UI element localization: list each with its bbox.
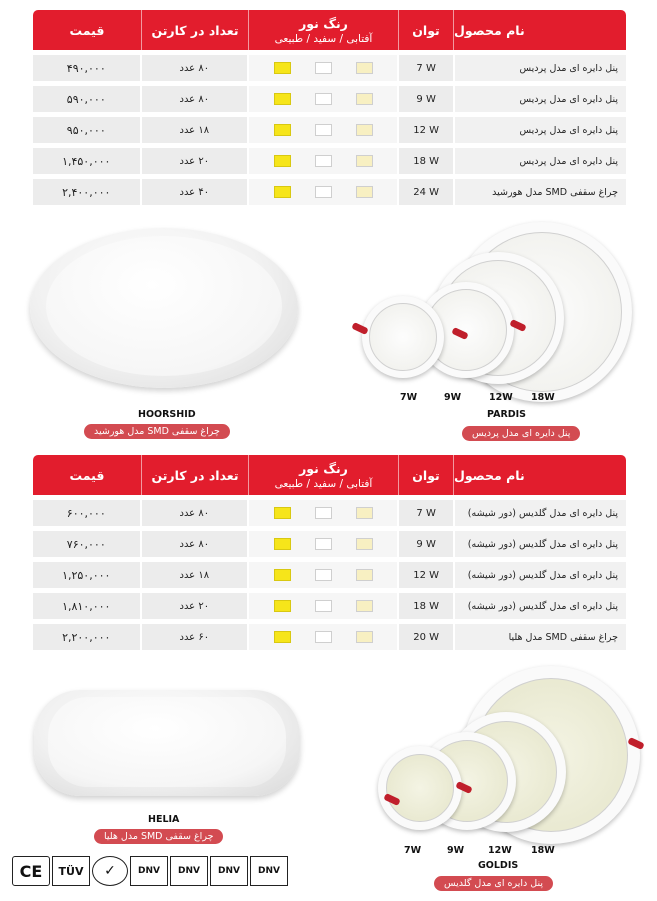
header-qty xyxy=(141,455,248,495)
white-color-swatch xyxy=(315,507,332,519)
color-swatches-cell xyxy=(249,148,397,174)
color-swatches-cell xyxy=(249,500,397,526)
product-name-cell: پنل دایره ای مدل گلدیس (دور شیشه) xyxy=(455,531,626,557)
warm-color-swatch xyxy=(356,600,373,612)
goldis-panel-7w xyxy=(378,746,462,830)
header-color xyxy=(248,455,398,495)
ce-mark-logo: CE xyxy=(12,856,50,886)
pardis-caption: پنل دایره ای مدل پردیس xyxy=(462,426,580,441)
qty-cell: ۴۰ عدد xyxy=(142,179,248,205)
price-cell: ۲,۲۰۰,۰۰۰ xyxy=(33,624,140,650)
helia-caption: چراغ سقفی SMD مدل هلیا xyxy=(94,829,223,844)
color-swatches-cell xyxy=(249,179,397,205)
pardis-watt-18: 18W xyxy=(531,392,555,403)
white-color-swatch xyxy=(315,124,332,136)
product-name-cell: پنل دایره ای مدل گلدیس (دور شیشه) xyxy=(455,562,626,588)
price-cell: ۱,۸۱۰,۰۰۰ xyxy=(33,593,140,619)
warm-color-swatch xyxy=(356,631,373,643)
price-cell: ۵۹۰,۰۰۰ xyxy=(33,86,140,112)
warm-color-swatch xyxy=(356,569,373,581)
qty-cell: ۱۸ عدد xyxy=(142,117,248,143)
product-name-cell: پنل دایره ای مدل گلدیس (دور شیشه) xyxy=(455,593,626,619)
warm-color-swatch xyxy=(356,62,373,74)
qty-cell: ۸۰ عدد xyxy=(142,86,248,112)
power-cell: 12 W xyxy=(399,562,453,588)
header-color-title: رنگ نور xyxy=(299,460,348,476)
pardis-watt-12: 12W xyxy=(489,392,513,403)
sun-color-swatch xyxy=(274,631,291,643)
table-row xyxy=(33,500,626,526)
sun-color-swatch xyxy=(274,507,291,519)
power-cell: 24 W xyxy=(399,179,453,205)
warm-color-swatch xyxy=(356,538,373,550)
header-name xyxy=(453,455,626,495)
hoorshid-label: HOORSHID xyxy=(138,409,196,420)
sun-color-swatch xyxy=(274,186,291,198)
hoorshid-caption: چراغ سقفی SMD مدل هورشید xyxy=(84,424,230,439)
header-power-text: توان xyxy=(412,22,440,38)
white-color-swatch xyxy=(315,631,332,643)
table-row xyxy=(33,117,626,143)
qty-cell: ۲۰ عدد xyxy=(142,593,248,619)
goldis-label: GOLDIS xyxy=(478,860,519,871)
warm-color-swatch xyxy=(356,155,373,167)
sun-color-swatch xyxy=(274,600,291,612)
table-body xyxy=(33,500,626,650)
goldis-caption: پنل دایره ای مدل گلدیس xyxy=(434,876,553,891)
header-power xyxy=(398,455,453,495)
power-cell: 18 W xyxy=(399,148,453,174)
table-header xyxy=(33,10,626,50)
table-row xyxy=(33,148,626,174)
white-color-swatch xyxy=(315,155,332,167)
price-table-goldis xyxy=(33,455,626,650)
product-name-cell: پنل دایره ای مدل پردیس xyxy=(455,148,626,174)
goldis-watt-7: 7W xyxy=(404,845,422,856)
white-color-swatch xyxy=(315,93,332,105)
sun-color-swatch xyxy=(274,569,291,581)
price-cell: ۲,۴۰۰,۰۰۰ xyxy=(33,179,140,205)
price-cell: ۱,۴۵۰,۰۰۰ xyxy=(33,148,140,174)
power-cell: 7 W xyxy=(399,55,453,81)
color-swatches-cell xyxy=(249,562,397,588)
qty-cell: ۱۸ عدد xyxy=(142,562,248,588)
sun-color-swatch xyxy=(274,538,291,550)
product-name-cell: پنل دایره ای مدل پردیس xyxy=(455,55,626,81)
header-name xyxy=(453,10,626,50)
pardis-label: PARDIS xyxy=(487,409,527,420)
price-cell: ۶۰۰,۰۰۰ xyxy=(33,500,140,526)
hoorshid-lamp-cover xyxy=(46,236,282,376)
warm-color-swatch xyxy=(356,186,373,198)
header-color-sub: آفتابی / سفید / طبیعی xyxy=(274,32,373,45)
color-swatches-cell xyxy=(249,593,397,619)
qty-cell: ۶۰ عدد xyxy=(142,624,248,650)
price-table-pardis xyxy=(33,10,626,205)
white-color-swatch xyxy=(315,538,332,550)
table-body xyxy=(33,55,626,205)
header-price-text: قیمت xyxy=(69,467,105,483)
product-name-cell: چراغ سقفی SMD مدل هورشید xyxy=(455,179,626,205)
power-cell: 7 W xyxy=(399,500,453,526)
tuv-logo: TÜV xyxy=(52,856,90,886)
warm-color-swatch xyxy=(356,124,373,136)
goldis-watt-9: 9W xyxy=(447,845,465,856)
sun-color-swatch xyxy=(274,93,291,105)
header-qty-text: تعداد در کارتن xyxy=(151,22,239,38)
sun-color-swatch xyxy=(274,62,291,74)
goldis-watt-12: 12W xyxy=(488,845,512,856)
power-cell: 20 W xyxy=(399,624,453,650)
dnv-logo: DNV xyxy=(170,856,208,886)
table-row xyxy=(33,531,626,557)
header-color-title: رنگ نور xyxy=(299,15,348,31)
power-cell: 18 W xyxy=(399,593,453,619)
header-power-text: توان xyxy=(412,467,440,483)
header-price-text: قیمت xyxy=(69,22,105,38)
header-qty-text: تعداد در کارتن xyxy=(151,467,239,483)
color-swatches-cell xyxy=(249,624,397,650)
pardis-watt-9: 9W xyxy=(444,392,462,403)
qty-cell: ۸۰ عدد xyxy=(142,531,248,557)
sun-color-swatch xyxy=(274,124,291,136)
header-qty xyxy=(141,10,248,50)
table-row xyxy=(33,624,626,650)
warm-color-swatch xyxy=(356,507,373,519)
qty-cell: ۲۰ عدد xyxy=(142,148,248,174)
power-cell: 9 W xyxy=(399,86,453,112)
table-header xyxy=(33,455,626,495)
color-swatches-cell xyxy=(249,86,397,112)
goldis-watt-18: 18W xyxy=(531,845,555,856)
dnv-logo: DNV xyxy=(210,856,248,886)
pardis-watt-7: 7W xyxy=(400,392,418,403)
header-name-text: نام محصول xyxy=(454,467,525,483)
quality-seal-icon: ✓ xyxy=(92,856,128,886)
price-cell: ۴۹۰,۰۰۰ xyxy=(33,55,140,81)
header-power xyxy=(398,10,453,50)
dnv-logo: DNV xyxy=(250,856,288,886)
price-cell: ۹۵۰,۰۰۰ xyxy=(33,117,140,143)
price-cell: ۷۶۰,۰۰۰ xyxy=(33,531,140,557)
table-row xyxy=(33,86,626,112)
qty-cell: ۸۰ عدد xyxy=(142,500,248,526)
color-swatches-cell xyxy=(249,55,397,81)
header-price xyxy=(33,455,141,495)
table-row xyxy=(33,562,626,588)
power-cell: 12 W xyxy=(399,117,453,143)
product-name-cell: پنل دایره ای مدل پردیس xyxy=(455,117,626,143)
power-cell: 9 W xyxy=(399,531,453,557)
sun-color-swatch xyxy=(274,155,291,167)
dnv-logo: DNV xyxy=(130,856,168,886)
header-color-sub: آفتابی / سفید / طبیعی xyxy=(274,477,373,490)
pardis-panel-7w xyxy=(362,296,444,378)
helia-label: HELIA xyxy=(148,814,180,825)
table-row xyxy=(33,593,626,619)
header-color xyxy=(248,10,398,50)
table-row xyxy=(33,179,626,205)
white-color-swatch xyxy=(315,569,332,581)
white-color-swatch xyxy=(315,186,332,198)
white-color-swatch xyxy=(315,600,332,612)
product-name-cell: پنل دایره ای مدل پردیس xyxy=(455,86,626,112)
warm-color-swatch xyxy=(356,93,373,105)
product-name-cell: پنل دایره ای مدل گلدیس (دور شیشه) xyxy=(455,500,626,526)
helia-lamp-cover xyxy=(48,697,286,787)
price-cell: ۱,۲۵۰,۰۰۰ xyxy=(33,562,140,588)
color-swatches-cell xyxy=(249,117,397,143)
product-name-cell: چراغ سقفی SMD مدل هلیا xyxy=(455,624,626,650)
qty-cell: ۸۰ عدد xyxy=(142,55,248,81)
header-price xyxy=(33,10,141,50)
header-name-text: نام محصول xyxy=(454,22,525,38)
color-swatches-cell xyxy=(249,531,397,557)
white-color-swatch xyxy=(315,62,332,74)
table-row xyxy=(33,55,626,81)
